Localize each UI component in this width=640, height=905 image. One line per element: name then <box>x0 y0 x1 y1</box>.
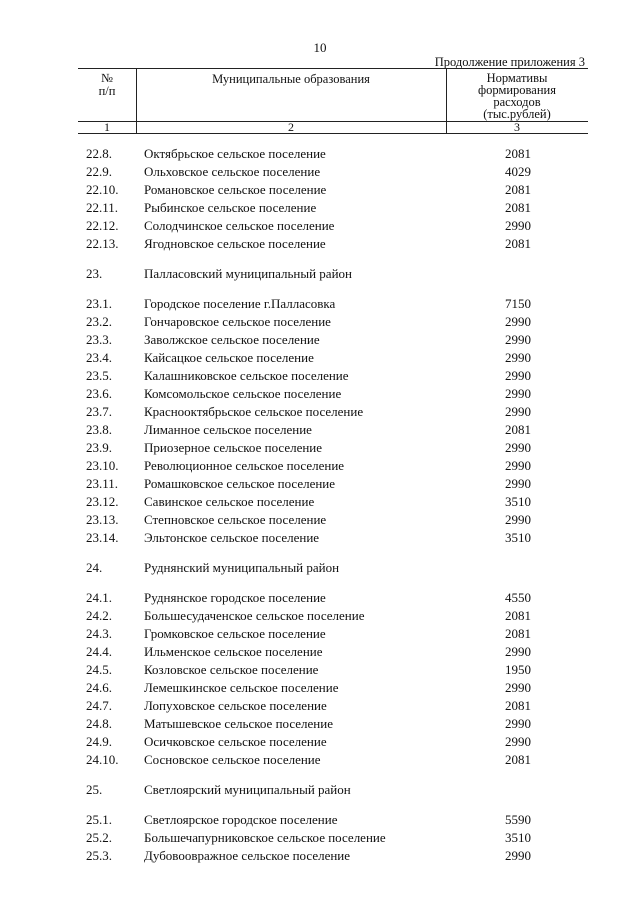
settlement-name: Комсомольское сельское поселение <box>144 386 342 401</box>
table-row <box>0 661 640 679</box>
table-row <box>0 811 640 829</box>
row-number: 23.5. <box>86 368 112 383</box>
expense-norm-value: 2081 <box>505 146 531 161</box>
settlement-name: Лиманное сельское поселение <box>144 422 312 437</box>
settlement-name: Руднянское городское поселение <box>144 590 326 605</box>
district-row <box>0 265 640 283</box>
row-number: 23.9. <box>86 440 112 455</box>
row-number: 23.3. <box>86 332 112 347</box>
expense-norm-value: 4029 <box>505 164 531 179</box>
table-row <box>0 733 640 751</box>
settlement-name: Большечапурниковское сельское поселение <box>144 830 386 845</box>
table-row <box>0 385 640 403</box>
row-number: 24.10. <box>86 752 119 767</box>
table-row <box>0 493 640 511</box>
settlement-name: Матышевское сельское поселение <box>144 716 333 731</box>
settlement-name: Октябрьское сельское поселение <box>144 146 326 161</box>
row-number: 24.8. <box>86 716 112 731</box>
header-municipalities: Муниципальные образования <box>212 72 370 86</box>
row-number: 22.8. <box>86 146 112 161</box>
row-number: 22.12. <box>86 218 119 233</box>
expense-norm-value: 2081 <box>505 200 531 215</box>
settlement-name: Лопуховское сельское поселение <box>144 698 327 713</box>
table-row <box>0 199 640 217</box>
table-row <box>0 847 640 865</box>
appendix-continuation-label: Продолжение приложения 3 <box>434 55 585 69</box>
expense-norm-value: 2990 <box>505 368 531 383</box>
row-number: 25.1. <box>86 812 112 827</box>
row-number: 24.9. <box>86 734 112 749</box>
settlement-name: Гончаровское сельское поселение <box>144 314 331 329</box>
table-row <box>0 439 640 457</box>
row-number: 22.10. <box>86 182 119 197</box>
table-row <box>0 511 640 529</box>
row-number: 22.11. <box>86 200 119 215</box>
expense-norm-value: 2990 <box>505 458 531 473</box>
row-number: 22.9. <box>86 164 112 179</box>
table-row <box>0 217 640 235</box>
table-row <box>0 457 640 475</box>
header-row-number: № п/п <box>98 71 116 98</box>
row-number: 23.11. <box>86 476 119 491</box>
header-expense-norms: Нормативы формирования расходов (тыс.рублей) <box>478 71 556 121</box>
row-number: 23.4. <box>86 350 112 365</box>
table-row <box>0 421 640 439</box>
expense-norm-value: 4550 <box>505 590 531 605</box>
table-row <box>0 295 640 313</box>
expense-norm-value: 2990 <box>505 476 531 491</box>
row-number: 23.7. <box>86 404 112 419</box>
expense-norm-value: 2990 <box>505 314 531 329</box>
district-name: Светлоярский муниципальный район <box>144 782 351 797</box>
table-row <box>0 697 640 715</box>
settlement-name: Солодчинское сельское поселение <box>144 218 335 233</box>
expense-norm-value: 2081 <box>505 752 531 767</box>
row-number: 25. <box>86 782 103 797</box>
expense-norm-value: 2081 <box>505 698 531 713</box>
expense-norm-value: 2990 <box>505 734 531 749</box>
settlement-name: Кайсацкое сельское поселение <box>144 350 314 365</box>
table-row <box>0 235 640 253</box>
table-row <box>0 643 640 661</box>
settlement-name: Эльтонское сельское поселение <box>144 530 320 545</box>
settlement-name: Приозерное сельское поселение <box>144 440 323 455</box>
table-header <box>78 68 588 134</box>
settlement-name: Заволжское сельское поселение <box>144 332 320 347</box>
expense-norm-value: 2990 <box>505 644 531 659</box>
settlement-name: Ягодновское сельское поселение <box>144 236 326 251</box>
table-row <box>0 181 640 199</box>
table-row <box>0 475 640 493</box>
settlement-name: Громковское сельское поселение <box>144 626 326 641</box>
header-col-index-2: 2 <box>288 120 294 134</box>
table-row <box>0 331 640 349</box>
settlement-name: Ильменское сельское поселение <box>144 644 323 659</box>
expense-norm-value: 3510 <box>505 494 531 509</box>
expense-norm-value: 3510 <box>505 530 531 545</box>
expense-norm-value: 2990 <box>505 404 531 419</box>
row-number: 24.7. <box>86 698 112 713</box>
settlement-name: Светлоярское городское поселение <box>144 812 338 827</box>
table-row <box>0 313 640 331</box>
row-number: 23.12. <box>86 494 119 509</box>
district-row <box>0 559 640 577</box>
settlement-name: Савинское сельское поселение <box>144 494 315 509</box>
expense-norm-value: 2081 <box>505 626 531 641</box>
expense-norm-value: 2081 <box>505 422 531 437</box>
expense-norm-value: 2990 <box>505 848 531 863</box>
settlement-name: Калашниковское сельское поселение <box>144 368 349 383</box>
row-number: 23.14. <box>86 530 119 545</box>
row-number: 23.1. <box>86 296 112 311</box>
settlement-name: Осичковское сельское поселение <box>144 734 327 749</box>
expense-norm-value: 2990 <box>505 440 531 455</box>
row-number: 23. <box>86 266 103 281</box>
table-row <box>0 607 640 625</box>
table-row <box>0 349 640 367</box>
expense-norm-value: 2990 <box>505 680 531 695</box>
table-row <box>0 529 640 547</box>
settlement-name: Ромашковское сельское поселение <box>144 476 336 491</box>
settlement-name: Революционное сельское поселение <box>144 458 345 473</box>
row-number: 22.13. <box>86 236 119 251</box>
table-row <box>0 715 640 733</box>
settlement-name: Краснооктябрьское сельское поселение <box>144 404 364 419</box>
settlement-name: Городское поселение г.Палласовка <box>144 296 336 311</box>
expense-norm-value: 1950 <box>505 662 531 677</box>
table-row <box>0 163 640 181</box>
expense-norm-value: 2081 <box>505 182 531 197</box>
expense-norm-value: 2081 <box>505 236 531 251</box>
row-number: 24. <box>86 560 103 575</box>
district-name: Руднянский муниципальный район <box>144 560 340 575</box>
expense-norm-value: 2990 <box>505 332 531 347</box>
settlement-name: Ольховское сельское поселение <box>144 164 321 179</box>
table-row <box>0 589 640 607</box>
table-row <box>0 625 640 643</box>
row-number: 23.6. <box>86 386 112 401</box>
table-body <box>0 145 640 865</box>
table-row <box>0 145 640 163</box>
table-row <box>0 403 640 421</box>
row-number: 24.4. <box>86 644 112 659</box>
row-number: 23.10. <box>86 458 119 473</box>
row-number: 24.2. <box>86 608 112 623</box>
row-number: 25.3. <box>86 848 112 863</box>
row-number: 23.13. <box>86 512 119 527</box>
settlement-name: Дубовоовражное сельское поселение <box>144 848 351 863</box>
table-row <box>0 367 640 385</box>
expense-norm-value: 7150 <box>505 296 531 311</box>
district-row <box>0 781 640 799</box>
expense-norm-value: 2990 <box>505 716 531 731</box>
settlement-name: Романовское сельское поселение <box>144 182 327 197</box>
settlement-name: Козловское сельское поселение <box>144 662 319 677</box>
row-number: 24.6. <box>86 680 112 695</box>
header-col-index-3: 3 <box>514 120 520 134</box>
expense-norm-value: 2990 <box>505 386 531 401</box>
row-number: 23.8. <box>86 422 112 437</box>
settlement-name: Степновское сельское поселение <box>144 512 327 527</box>
expense-norm-value: 3510 <box>505 830 531 845</box>
page-number: 10 <box>313 40 327 55</box>
settlement-name: Большесудаченское сельское поселение <box>144 608 365 623</box>
settlement-name: Сосновское сельское поселение <box>144 752 321 767</box>
table-row <box>0 679 640 697</box>
settlement-name: Лемешкинское сельское поселение <box>144 680 339 695</box>
row-number: 24.3. <box>86 626 112 641</box>
row-number: 24.5. <box>86 662 112 677</box>
expense-norm-value: 2990 <box>505 218 531 233</box>
expense-norm-value: 2081 <box>505 608 531 623</box>
expense-norm-value: 5590 <box>505 812 531 827</box>
row-number: 23.2. <box>86 314 112 329</box>
row-number: 25.2. <box>86 830 112 845</box>
district-name: Палласовский муниципальный район <box>144 266 352 281</box>
expense-norm-value: 2990 <box>505 350 531 365</box>
expense-norm-value: 2990 <box>505 512 531 527</box>
table-row <box>0 751 640 769</box>
settlement-name: Рыбинское сельское поселение <box>144 200 317 215</box>
header-col-index-1: 1 <box>104 120 110 134</box>
table-row <box>0 829 640 847</box>
row-number: 24.1. <box>86 590 112 605</box>
